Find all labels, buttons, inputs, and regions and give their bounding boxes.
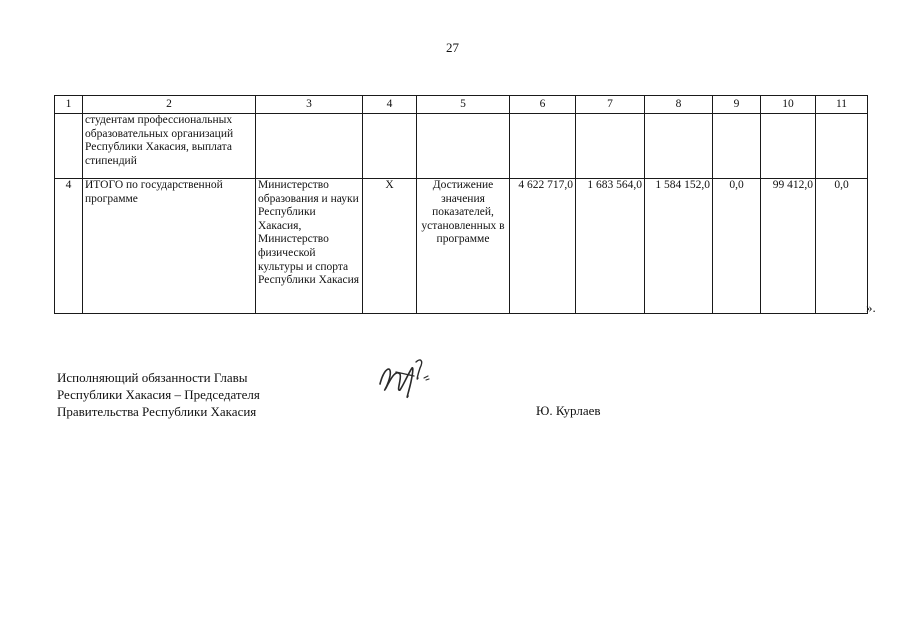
table-cell (256, 114, 363, 179)
table-cell (645, 114, 713, 179)
amount-cell: 0,0 (816, 179, 868, 314)
total-label-cell: ИТОГО по государственной программе (83, 179, 256, 314)
signatory-name: Ю. Курлаев (536, 403, 601, 418)
table-cell (713, 114, 761, 179)
header-cell: 10 (761, 96, 816, 114)
signatory-title (57, 369, 260, 420)
table-cell (510, 114, 576, 179)
handwritten-signature-icon (366, 354, 456, 404)
x-mark-cell: X (363, 179, 417, 314)
signatory-title-line: Исполняющий обязанности Главы (57, 370, 248, 385)
header-cell: 3 (256, 96, 363, 114)
table-cell (417, 114, 510, 179)
table-cell (363, 114, 417, 179)
goal-cell: Достижение значения показателей, установленных в программе (417, 179, 510, 314)
header-cell: 4 (363, 96, 417, 114)
table-cell (576, 114, 645, 179)
header-cell: 1 (55, 96, 83, 114)
signatory-title-line: Республики Хакасия – Председателя (57, 387, 260, 402)
table-header-row (55, 96, 868, 114)
closing-quote: ». (866, 300, 876, 315)
table-row (55, 179, 868, 314)
header-cell: 9 (713, 96, 761, 114)
amount-cell: 0,0 (713, 179, 761, 314)
header-cell: 5 (417, 96, 510, 114)
header-cell: 2 (83, 96, 256, 114)
table-cell (761, 114, 816, 179)
header-cell: 11 (816, 96, 868, 114)
header-cell: 6 (510, 96, 576, 114)
executors-cell: Министерство образования и науки Республики Хакасия, Министерство физической культуры и спорта Республики Хакасия (256, 179, 363, 314)
amount-cell: 99 412,0 (761, 179, 816, 314)
table-cell (816, 114, 868, 179)
row-number-cell: 4 (55, 179, 83, 314)
amount-cell: 1 683 564,0 (576, 179, 645, 314)
table-row (55, 114, 868, 179)
header-cell: 7 (576, 96, 645, 114)
header-cell: 8 (645, 96, 713, 114)
measure-description-cell: студентам профессиональных образовательных организаций Республики Хакасия, выплата стипендий (83, 114, 256, 179)
signatory-title-line: Правительства Республики Хакасия (57, 404, 257, 419)
amount-cell: 1 584 152,0 (645, 179, 713, 314)
amount-cell: 4 622 717,0 (510, 179, 576, 314)
table-cell (55, 114, 83, 179)
budget-table (54, 95, 868, 314)
page-number: 27 (446, 40, 459, 55)
